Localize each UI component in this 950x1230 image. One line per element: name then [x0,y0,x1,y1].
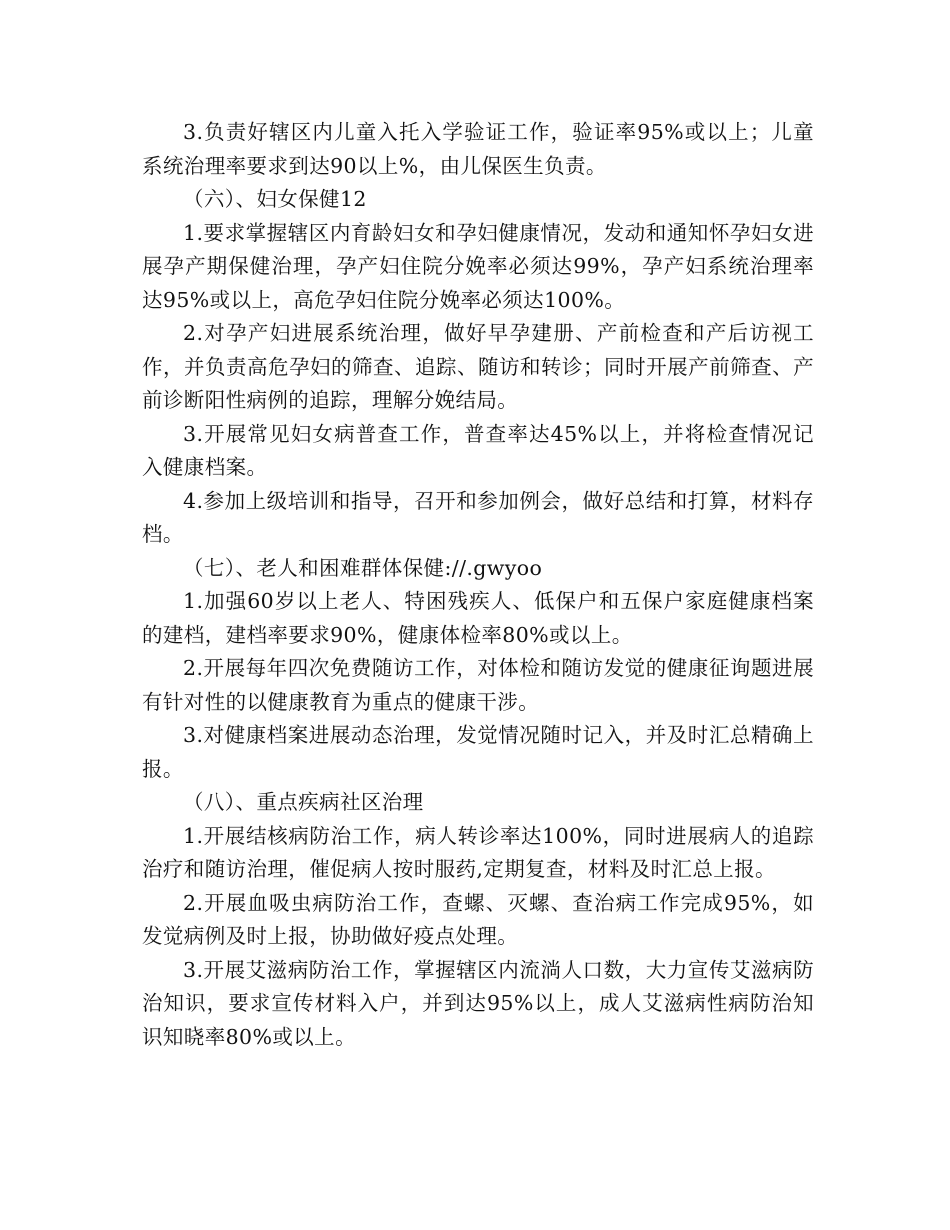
section-heading-disease-management: （八）、重点疾病社区治理 [183,790,424,814]
section-heading-women-health: （六）、妇女保健12 [183,187,367,211]
paragraph-disease-management-1: 1.开展结核病防治工作，病人转诊率达100%，同时进展病人的追踪治疗和随访治理，催促病人按时服药,定期复查，材料及时汇总上报。 [142,823,814,881]
paragraph-women-health-2: 2.对孕产妇进展系统治理，做好早孕建册、产前检查和产后访视工作，并负责高危孕妇的筛查、追踪、随访和转诊；同时开展产前筛查、产前诊断阳性病例的追踪，理解分娩结局。 [142,321,814,412]
paragraph-women-health-3: 3.开展常见妇女病普查工作，普查率达45%以上，并将检查情况记入健康档案。 [142,421,814,479]
document-body [142,116,814,1054]
paragraph-elderly-health-1: 1.加强60岁以上老人、特困残疾人、低保户和五保户家庭健康档案的建档，建档率要求90%，健康体检率80%或以上。 [142,589,814,647]
paragraph-women-health-1: 1.要求掌握辖区内育龄妇女和孕妇健康情况，发动和通知怀孕妇女进展孕产期保健治理，孕产妇住院分娩率必须达99%，孕产妇系统治理率达95%或以上，高危孕妇住院分娩率必须达100%。 [142,220,814,312]
paragraph-women-health-4: 4.参加上级培训和指导，召开和参加例会，做好总结和打算，材料存档。 [142,488,814,546]
paragraph-child-verification: 3.负责好辖区内儿童入托入学验证工作，验证率95%或以上；儿童系统治理率要求到达90以上%，由儿保医生负责。 [142,120,814,178]
paragraph-disease-management-2: 2.开展血吸虫病防治工作，查螺、灭螺、查治病工作完成95%，如发觉病例及时上报，协助做好疫点处理。 [142,890,814,948]
paragraph-elderly-health-2: 2.开展每年四次免费随访工作，对体检和随访发觉的健康征询题进展有针对性的以健康教育为重点的健康干涉。 [142,656,814,714]
paragraph-elderly-health-3: 3.对健康档案进展动态治理，发觉情况随时记入，并及时汇总精确上报。 [142,723,814,781]
paragraph-disease-management-3: 3.开展艾滋病防治工作，掌握辖区内流淌人口数，大力宣传艾滋病防治知识，要求宣传材料入户，并到达95%以上，成人艾滋病性病防治知识知晓率80%或以上。 [142,957,814,1049]
section-heading-elderly-health: （七）、老人和困难群体保健://.gwyoo [183,555,543,580]
